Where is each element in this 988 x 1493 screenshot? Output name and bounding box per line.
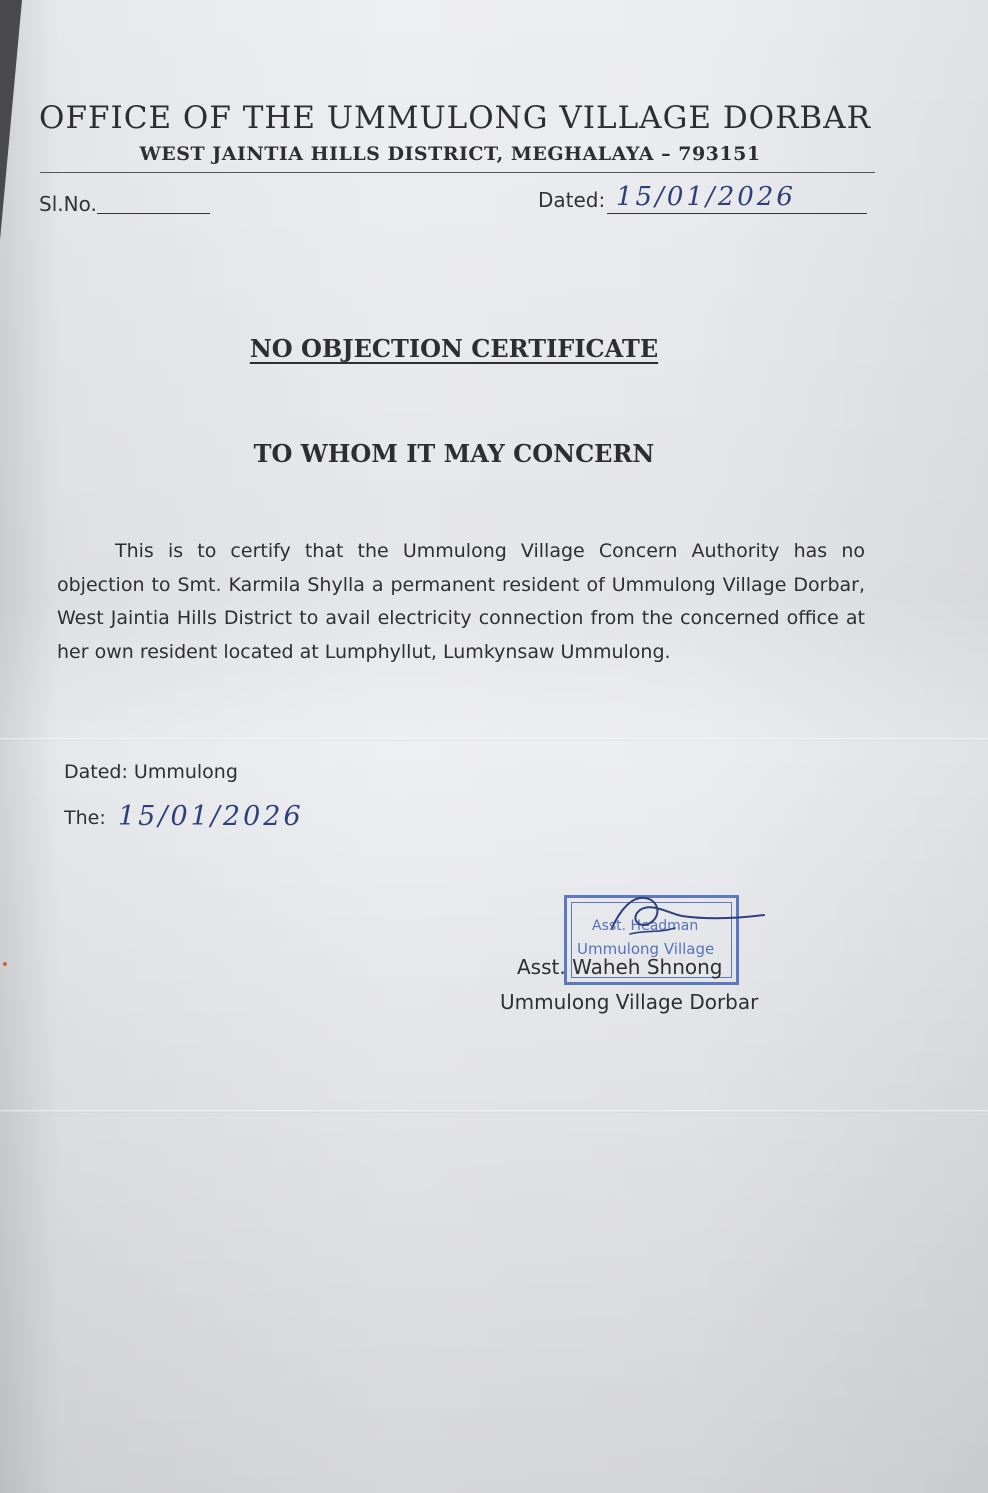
signatory-name: Asst. Waheh Shnong xyxy=(517,955,723,979)
place-line: Dated: Ummulong xyxy=(64,761,238,783)
stamp-village: Ummulong Village xyxy=(577,940,715,958)
dated-label: Dated: xyxy=(538,188,606,212)
handwritten-date-bottom: 15/01/2026 xyxy=(118,801,304,832)
certificate-title-text: NO OBJECTION CERTIFICATE xyxy=(249,334,659,363)
salutation: TO WHOM IT MAY CONCERN xyxy=(253,439,655,468)
certificate-body: This is to certify that the Ummulong Village Concern Authority has no objection to Smt. Karmila Shylla a permanent resident of Ummulong Village Dorbar, West Jaintia Hills District to avail electricity connection from the concerned office at her own resident located at Lumphyllut, Lumkynsaw Ummulong. xyxy=(57,540,865,663)
signatory-organization: Ummulong Village Dorbar xyxy=(500,990,759,1014)
stamp-designation: Asst. Headman xyxy=(592,918,699,934)
paper-fold xyxy=(0,1110,988,1113)
office-address: WEST JAINTIA HILLS DISTRICT, MEGHALAYA – 793151 xyxy=(139,143,761,165)
paper-mark xyxy=(3,962,7,966)
date-label: The: xyxy=(64,807,106,829)
signature-icon xyxy=(590,888,770,948)
certificate-title xyxy=(0,334,908,363)
handwritten-date-top: 15/01/2026 xyxy=(616,182,796,212)
header-divider xyxy=(40,172,875,173)
serial-number-blank xyxy=(97,213,210,214)
serial-number-label: Sl.No. xyxy=(39,192,97,216)
office-title: OFFICE OF THE UMMULONG VILLAGE DORBAR xyxy=(39,100,871,136)
dated-blank xyxy=(607,213,867,214)
paper-fold xyxy=(0,738,988,741)
